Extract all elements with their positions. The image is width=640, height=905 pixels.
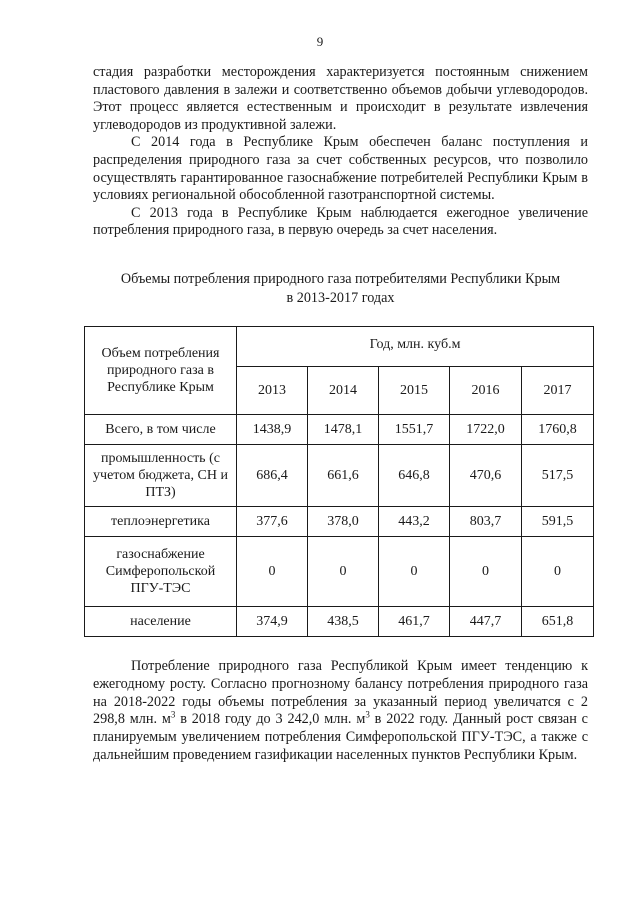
cell-value: 377,6 (237, 507, 308, 537)
cell-value: 686,4 (237, 445, 308, 507)
row-label: теплоэнергетика (85, 507, 237, 537)
table-row-industry (85, 445, 594, 507)
year-header: 2017 (522, 367, 594, 415)
cell-value: 591,5 (522, 507, 594, 537)
cell-value: 438,5 (308, 607, 379, 637)
cell-value: 461,7 (379, 607, 450, 637)
paragraph-continuation: стадия разработки месторождения характеризуется постоянным снижением пластового давления в залежи и соответственно объемов добычи углеводородов. Этот процесс является естественным и происходит в результате извлечения углеводородов из продуктивной залежи. (93, 64, 588, 133)
cell-value: 0 (450, 537, 522, 607)
forecast-part3: в 2022 году. Данный рост связан с планируемым увеличением потребления Симферопольской ПГУ-ТЭС, а также с дальнейшим проведением газификации населенных пунктов Республики Крым. (93, 711, 588, 763)
row-label: Всего, в том числе (85, 415, 237, 445)
table-caption-line1: Объемы потребления природного газа потребителями Республики Крым (120, 271, 561, 287)
forecast-text (93, 658, 588, 765)
cell-value: 0 (379, 537, 450, 607)
forecast-part1: Потребление природного газа Республикой Крым имеет тенденцию к ежегодному росту. Согласно прогнозному балансу потребления природного газа на 2018-2022 годы объемы потребления за указанный период увеличатся с 2 298,8 млн. м (93, 658, 588, 728)
table-row-population (85, 607, 594, 637)
row-label: население (85, 607, 237, 637)
cell-value: 1551,7 (379, 415, 450, 445)
table-caption (93, 270, 588, 308)
cell-value: 0 (308, 537, 379, 607)
cell-value: 378,0 (308, 507, 379, 537)
cell-value: 1478,1 (308, 415, 379, 445)
cell-value: 646,8 (379, 445, 450, 507)
year-header: 2014 (308, 367, 379, 415)
cell-value: 447,7 (450, 607, 522, 637)
row-label: промышленность (с учетом бюджета, СН и ПТЗ) (85, 445, 237, 507)
page-number: 9 (316, 34, 324, 49)
cell-value: 517,5 (522, 445, 594, 507)
row-header-label: Объем потребления природного газа в Республике Крым (85, 327, 237, 415)
cell-value: 661,6 (308, 445, 379, 507)
year-header: 2015 (379, 367, 450, 415)
forecast-part2: в 2018 году до 3 242,0 млн. м (175, 711, 366, 728)
paragraph-balance: С 2014 года в Республике Крым обеспечен баланс поступления и распределения природного газа за счет собственных ресурсов, что позволило осуществлять гарантированное газоснабжение потребителей Республики Крым в условиях региональной обособленной газотранспортной системы. (93, 134, 588, 204)
cell-value: 0 (522, 537, 594, 607)
cell-value: 443,2 (379, 507, 450, 537)
table-caption-line2: в 2013-2017 годах (286, 290, 395, 306)
row-label: газоснабжение Симферопольской ПГУ-ТЭС (85, 537, 237, 607)
cell-value: 470,6 (450, 445, 522, 507)
year-header: 2013 (237, 367, 308, 415)
cell-value: 651,8 (522, 607, 594, 637)
cell-value: 1722,0 (450, 415, 522, 445)
gas-consumption-table (84, 326, 594, 637)
cell-value: 1438,9 (237, 415, 308, 445)
table-row-simferopol-tes (85, 537, 594, 607)
cell-value: 0 (237, 537, 308, 607)
unit-header: Год, млн. куб.м (237, 327, 594, 367)
cubic-superscript: 3 (365, 709, 370, 720)
table-row-heat-power (85, 507, 594, 537)
paragraph-growth: С 2013 года в Республике Крым наблюдается ежегодное увеличение потребления природного газа, в первую очередь за счет населения. (93, 204, 588, 239)
cubic-superscript: 3 (170, 709, 176, 720)
cell-value: 803,7 (450, 507, 522, 537)
table-header-row (85, 327, 594, 367)
cell-value: 1760,8 (522, 415, 594, 445)
table-row-total (85, 415, 594, 445)
intro-text (93, 64, 588, 240)
cell-value: 374,9 (237, 607, 308, 637)
year-header: 2016 (450, 367, 522, 415)
paragraph-forecast (93, 658, 588, 765)
